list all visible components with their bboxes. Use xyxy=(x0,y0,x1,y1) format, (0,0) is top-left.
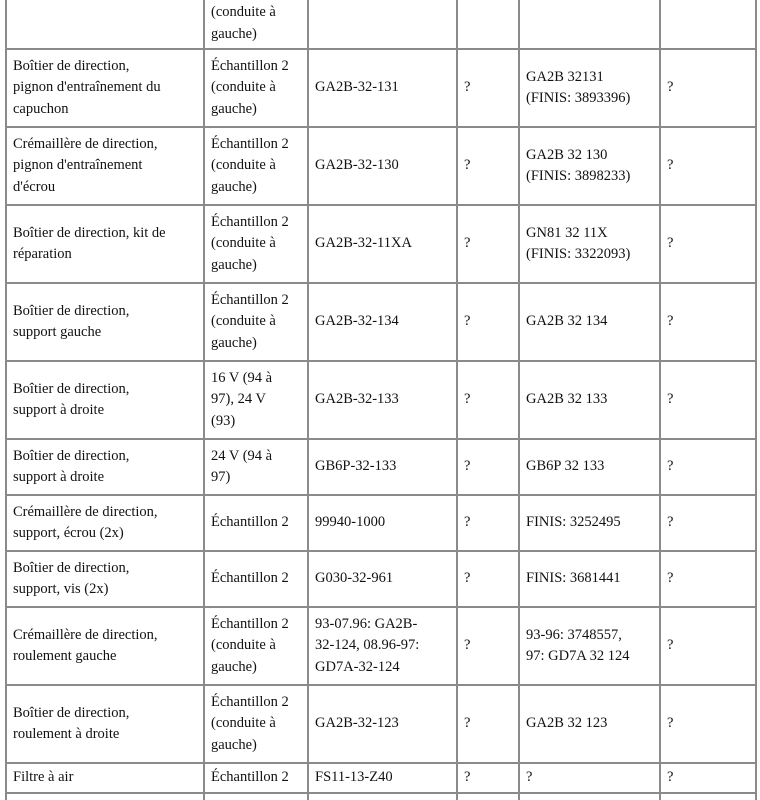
stock-cell xyxy=(661,362,757,440)
price-cell xyxy=(458,128,520,206)
part-name-cell xyxy=(7,794,205,800)
reference-cell-text: GN81 32 11X (FINIS: 3322093) xyxy=(526,224,631,262)
reference-cell-text: GA2B 32 130 (FINIS: 3898233) xyxy=(526,146,631,184)
part-number-cell-text: GB6P-32-133 xyxy=(315,458,397,475)
part-name-cell-text: Crémaillère de direction, support, écrou (2x) xyxy=(13,503,158,541)
reference-cell xyxy=(520,552,661,608)
part-name-cell xyxy=(7,552,205,608)
part-name-cell-text: Boîtier de direction, support, vis (2x) xyxy=(13,559,130,597)
part-name-cell xyxy=(7,206,205,284)
part-number-cell xyxy=(309,206,458,284)
part-name-cell-text: Boîtier de direction, support à droite xyxy=(13,380,130,418)
reference-cell xyxy=(520,128,661,206)
model-variant-cell xyxy=(205,50,309,128)
part-number-cell xyxy=(309,362,458,440)
model-variant-cell xyxy=(205,552,309,608)
part-number-cell-text: FS11-13-Z40 xyxy=(315,769,393,786)
table-row xyxy=(7,206,757,284)
part-name-cell xyxy=(7,128,205,206)
stock-cell xyxy=(661,128,757,206)
reference-cell-text: GA2B 32131 (FINIS: 3893396) xyxy=(526,68,631,106)
price-cell-text: ? xyxy=(464,514,471,531)
price-cell xyxy=(458,440,520,496)
reference-cell xyxy=(520,608,661,686)
reference-cell xyxy=(520,764,661,794)
model-variant-cell-text: (conduite à gauche) xyxy=(211,4,276,42)
reference-cell-text: GA2B 32 123 xyxy=(526,715,608,732)
reference-cell xyxy=(520,686,661,764)
reference-cell-text: ? xyxy=(526,769,533,786)
part-name-cell-text: Boîtier de direction, support à droite xyxy=(13,447,130,485)
model-variant-cell xyxy=(205,608,309,686)
part-name-cell xyxy=(7,50,205,128)
model-variant-cell-text: Échantillon 2 xyxy=(211,570,289,587)
model-variant-cell-text: 16 V (94 à 97), 24 V (93) xyxy=(211,369,273,429)
reference-cell-text: FINIS: 3681441 xyxy=(526,570,621,587)
part-number-cell xyxy=(309,686,458,764)
stock-cell xyxy=(661,552,757,608)
part-number-cell xyxy=(309,496,458,552)
table-row xyxy=(7,284,757,362)
part-name-cell-text: Boîtier de direction, pignon d'entraînement du capuchon xyxy=(13,57,161,117)
price-cell-text: ? xyxy=(464,637,471,654)
part-name-cell xyxy=(7,440,205,496)
stock-cell xyxy=(661,284,757,362)
table-row xyxy=(7,496,757,552)
stock-cell-text: ? xyxy=(667,715,674,732)
stock-cell-text: ? xyxy=(667,235,674,252)
stock-cell xyxy=(661,764,757,794)
model-variant-cell-text: Échantillon 2 xyxy=(211,514,289,531)
table-row xyxy=(7,686,757,764)
part-name-cell-text: Boîtier de direction, roulement à droite xyxy=(13,704,130,742)
part-number-cell xyxy=(309,794,458,800)
part-name-cell-text: Filtre à air xyxy=(13,769,74,786)
model-variant-cell-text: Échantillon 2 (conduite à gauche) xyxy=(211,213,289,273)
part-name-cell xyxy=(7,0,205,50)
stock-cell-text: ? xyxy=(667,570,674,587)
reference-cell-text: FINIS: 3252495 xyxy=(526,514,621,531)
stock-cell xyxy=(661,794,757,800)
part-number-cell xyxy=(309,128,458,206)
table-row xyxy=(7,440,757,496)
part-number-cell xyxy=(309,284,458,362)
part-number-cell xyxy=(309,0,458,50)
stock-cell-text: ? xyxy=(667,637,674,654)
part-name-cell-text: Boîtier de direction, kit de réparation xyxy=(13,224,166,262)
price-cell xyxy=(458,284,520,362)
stock-cell-text: ? xyxy=(667,79,674,96)
part-number-cell-text: 99940-1000 xyxy=(315,514,386,531)
part-number-cell-text: GA2B-32-134 xyxy=(315,313,399,330)
reference-cell xyxy=(520,362,661,440)
table-row xyxy=(7,794,757,800)
price-cell-text: ? xyxy=(464,769,471,786)
price-cell-text: ? xyxy=(464,313,471,330)
part-name-cell xyxy=(7,764,205,794)
part-name-cell-text: Boîtier de direction, support gauche xyxy=(13,302,130,340)
part-number-cell-text: GA2B-32-123 xyxy=(315,715,399,732)
model-variant-cell xyxy=(205,362,309,440)
price-cell xyxy=(458,552,520,608)
part-name-cell-text: Crémaillère de direction, roulement gauche xyxy=(13,626,158,664)
reference-cell-text: GB6P 32 133 xyxy=(526,458,605,475)
model-variant-cell xyxy=(205,794,309,800)
model-variant-cell-text: Échantillon 2 (conduite à gauche) xyxy=(211,57,289,117)
stock-cell-text: ? xyxy=(667,157,674,174)
part-number-cell-text: GA2B-32-130 xyxy=(315,157,399,174)
model-variant-cell xyxy=(205,440,309,496)
stock-cell xyxy=(661,440,757,496)
table-row xyxy=(7,0,757,50)
price-cell-text: ? xyxy=(464,391,471,408)
model-variant-cell-text: Échantillon 2 (conduite à gauche) xyxy=(211,135,289,195)
part-name-cell xyxy=(7,686,205,764)
model-variant-cell-text: Échantillon 2 (conduite à gauche) xyxy=(211,615,289,675)
table-row xyxy=(7,362,757,440)
part-number-cell-text: GA2B-32-11XA xyxy=(315,235,412,252)
price-cell xyxy=(458,608,520,686)
price-cell xyxy=(458,0,520,50)
parts-table xyxy=(5,0,757,800)
price-cell xyxy=(458,496,520,552)
model-variant-cell xyxy=(205,496,309,552)
price-cell-text: ? xyxy=(464,235,471,252)
stock-cell xyxy=(661,0,757,50)
reference-cell xyxy=(520,496,661,552)
model-variant-cell xyxy=(205,764,309,794)
reference-cell xyxy=(520,50,661,128)
reference-cell xyxy=(520,0,661,50)
price-cell-text: ? xyxy=(464,79,471,96)
model-variant-cell xyxy=(205,284,309,362)
parts-table-body xyxy=(7,0,757,800)
table-row xyxy=(7,50,757,128)
stock-cell-text: ? xyxy=(667,458,674,475)
part-name-cell xyxy=(7,496,205,552)
model-variant-cell xyxy=(205,0,309,50)
part-name-cell xyxy=(7,362,205,440)
model-variant-cell-text: 24 V (94 à 97) xyxy=(211,447,273,485)
reference-cell xyxy=(520,284,661,362)
model-variant-cell xyxy=(205,686,309,764)
price-cell xyxy=(458,362,520,440)
part-name-cell xyxy=(7,608,205,686)
table-row xyxy=(7,764,757,794)
part-number-cell xyxy=(309,764,458,794)
stock-cell-text: ? xyxy=(667,514,674,531)
stock-cell xyxy=(661,686,757,764)
price-cell-text: ? xyxy=(464,570,471,587)
model-variant-cell-text: Échantillon 2 xyxy=(211,769,289,786)
part-number-cell xyxy=(309,440,458,496)
model-variant-cell xyxy=(205,128,309,206)
price-cell xyxy=(458,206,520,284)
table-row xyxy=(7,608,757,686)
part-number-cell xyxy=(309,50,458,128)
price-cell xyxy=(458,764,520,794)
reference-cell xyxy=(520,206,661,284)
stock-cell xyxy=(661,608,757,686)
stock-cell xyxy=(661,206,757,284)
part-number-cell xyxy=(309,608,458,686)
stock-cell-text: ? xyxy=(667,391,674,408)
price-cell-text: ? xyxy=(464,157,471,174)
price-cell xyxy=(458,794,520,800)
model-variant-cell-text: Échantillon 2 (conduite à gauche) xyxy=(211,693,289,753)
stock-cell-text: ? xyxy=(667,769,674,786)
reference-cell-text: GA2B 32 134 xyxy=(526,313,608,330)
price-cell-text: ? xyxy=(464,458,471,475)
part-number-cell xyxy=(309,552,458,608)
part-number-cell-text: 93-07.96: GA2B- 32-124, 08.96-97: GD7A-32-124 xyxy=(315,615,420,675)
part-name-cell xyxy=(7,284,205,362)
part-number-cell-text: GA2B-32-133 xyxy=(315,391,399,408)
table-row xyxy=(7,552,757,608)
price-cell xyxy=(458,686,520,764)
table-row xyxy=(7,128,757,206)
reference-cell-text: GA2B 32 133 xyxy=(526,391,608,408)
stock-cell xyxy=(661,50,757,128)
price-cell-text: ? xyxy=(464,715,471,732)
reference-cell xyxy=(520,440,661,496)
part-number-cell-text: G030-32-961 xyxy=(315,570,394,587)
model-variant-cell xyxy=(205,206,309,284)
part-name-cell-text: Crémaillère de direction, pignon d'entraînement d'écrou xyxy=(13,135,158,195)
part-number-cell-text: GA2B-32-131 xyxy=(315,79,399,96)
price-cell xyxy=(458,50,520,128)
model-variant-cell-text: Échantillon 2 (conduite à gauche) xyxy=(211,291,289,351)
stock-cell-text: ? xyxy=(667,313,674,330)
reference-cell-text: 93-96: 3748557, 97: GD7A 32 124 xyxy=(526,626,630,664)
reference-cell xyxy=(520,794,661,800)
stock-cell xyxy=(661,496,757,552)
